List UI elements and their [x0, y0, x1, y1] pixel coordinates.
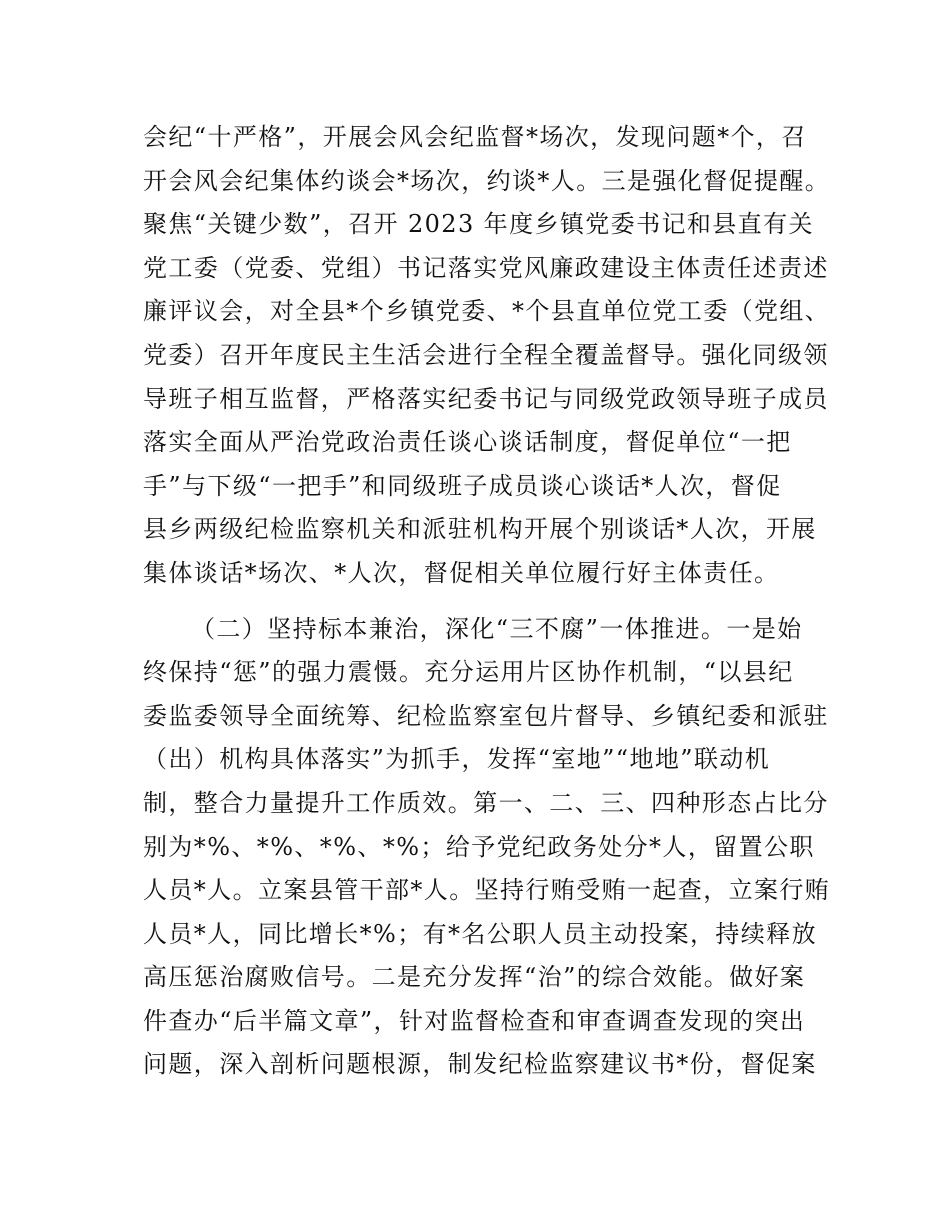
paragraph-1-line-10: 县乡两级纪检监察机关和派驻机构开展个别谈话*人次，开展: [143, 515, 817, 544]
document-body: [143, 116, 831, 1087]
paragraph-1-line-8: 落实全面从严治党政治责任谈心谈话制度，督促单位“一把: [143, 428, 792, 457]
paragraph-2-line-3: 委监委领导全面统筹、纪检监察室包片督导、乡镇纪委和派驻: [143, 701, 829, 730]
paragraph-1-line-5: 廉评议会，对全县*个乡镇党委、*个县直单位党工委（党组、: [143, 297, 831, 326]
paragraph-1-line-2: 开会风会纪集体约谈会*场次，约谈*人。三是强化督促提醒。: [143, 166, 831, 195]
paragraph-2-line-11: 问题，深入剖析问题根源，制发纪检监察建议书*份，督促案: [143, 1050, 817, 1079]
paragraph-1-line-7: 导班子相互监督，严格落实纪委书记与同级党政领导班子成员: [143, 384, 829, 413]
paragraph-2-line-4: （出）机构具体落实”为抓手，发挥“室地”“地地”联动机: [143, 745, 771, 774]
paragraph-spacing: [143, 596, 813, 608]
paragraph-2-line-5: 制，整合力量提升工作质效。第一、二、三、四种形态占比分: [143, 788, 829, 817]
paragraph-2-line-6: 别为*%、*%、*%、*%；给予党纪政务处分*人，留置公职: [143, 832, 815, 861]
paragraph-2-line-10: 件查办“后半篇文章”，针对监督检查和审查调查发现的突出: [143, 1006, 806, 1035]
paragraph-2-line-9: 高压惩治腐败信号。二是充分发挥“治”的综合效能。做好案: [143, 963, 806, 992]
paragraph-1-line-3: 聚焦“关键少数”，召开 2023 年度乡镇党委书记和县直有关: [143, 210, 814, 239]
paragraph-2: [143, 608, 831, 1088]
paragraph-1-line-9: 手”与下级“一把手”和同级班子成员谈心谈话*人次，督促: [143, 471, 782, 500]
paragraph-1-line-4: 党工委（党委、党组）书记落实党风廉政建设主体责任述责述: [143, 253, 829, 282]
paragraph-1-line-1: 会纪“十严格”，开展会风会纪监督*场次，发现问题*个，召: [143, 123, 807, 151]
paragraph-1: [143, 116, 831, 596]
paragraph-2-line-8: 人员*人，同比增长*%；有*名公职人员主动投案，持续释放: [143, 919, 818, 948]
paragraph-2-line-1: （二）坚持标本兼治，深化“三不腐”一体推进。一是始: [191, 614, 803, 643]
paragraph-1-line-6: 党委）召开年度民主生活会进行全程全覆盖督导。强化同级领: [143, 340, 829, 369]
paragraph-2-line-2: 终保持“惩”的强力震慑。充分运用片区协作机制，“以县纪: [143, 658, 794, 687]
paragraph-2-line-7: 人员*人。立案县管干部*人。坚持行贿受贿一起查，立案行贿: [143, 876, 831, 905]
paragraph-1-line-11: 集体谈话*场次、*人次，督促相关单位履行好主体责任。: [143, 558, 780, 587]
